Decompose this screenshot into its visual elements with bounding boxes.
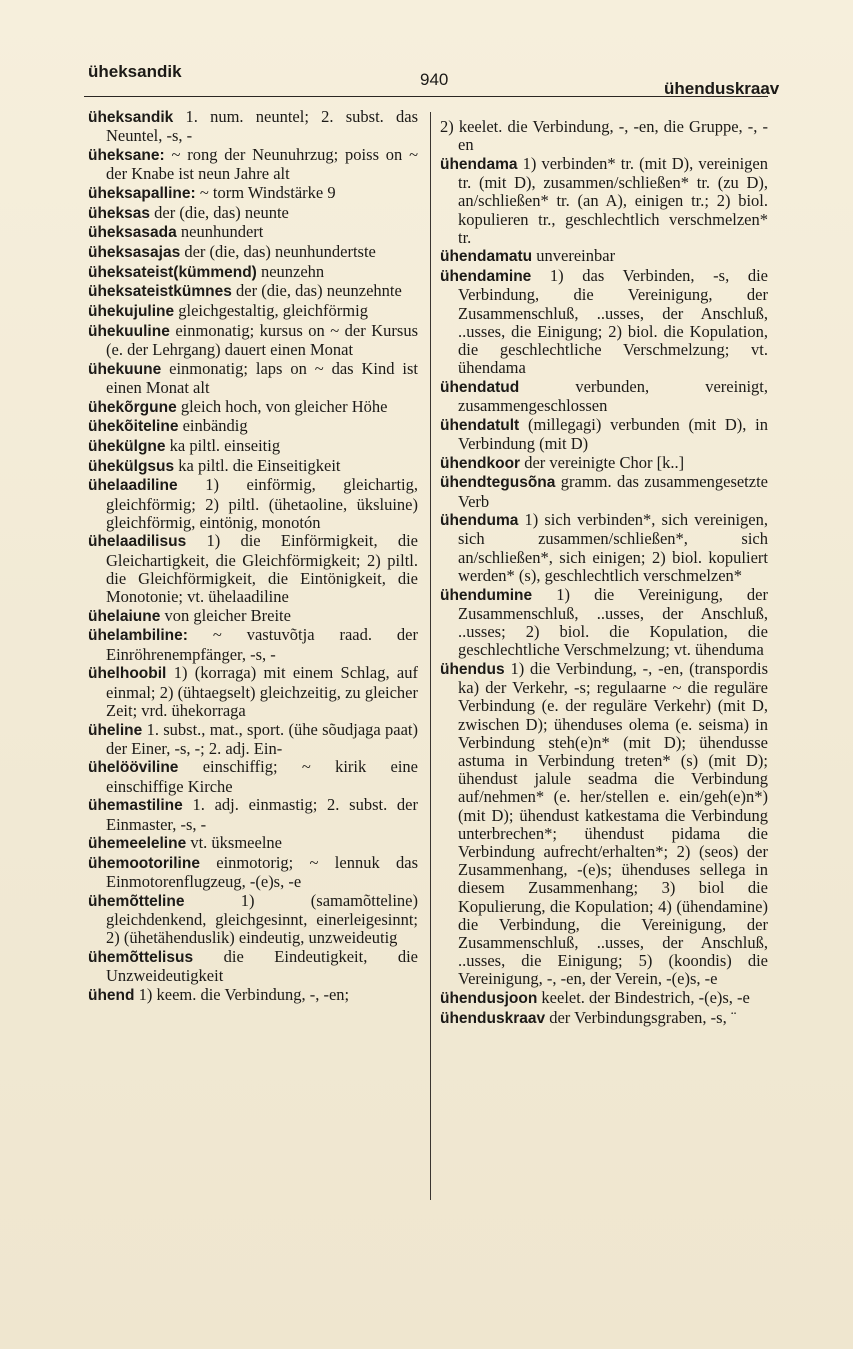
entry-definition: 1) (korraga) mit einem Schlag, auf einmal; 2) (ühtaegselt) gleichzeitig, zu gleicher Zeit; vrd. ühekorraga [106,663,419,720]
dictionary-entry [88,108,418,145]
entry-definition: der (die, das) neunzehnte [236,281,402,301]
entry-headword: ühelaiune [88,607,161,625]
entry-headword: ühekõrgune [88,398,177,416]
entry-definition: ka piltl. einseitig [169,435,281,455]
entry-headword: üheksandik [88,109,174,126]
dictionary-entry [440,511,768,585]
entry-definition: ~ vastuvõtja raad. der Einröhrenempfänger, -s, - [106,625,418,664]
entry-definition: ka piltl. die Einseitigkeit [178,455,341,475]
dictionary-entry [88,322,418,359]
entry-headword: ühendatud [440,378,520,396]
dictionary-entry [440,660,768,989]
entry-definition: vt. üksmeelne [190,833,282,853]
entry-definition: der (die, das) neunte [154,202,289,222]
entry-headword: üheksasajas [88,243,181,261]
entry-definition: ~ torm Windstärke 9 [199,182,336,202]
entry-definition: 1) die Verbindung, -, -en, (transpordis ka) der Verkehr, -s; regulaarne ~ die reguläre Verbindung (e. der reguläre Verkehr) (mit D, zwischen D); ühenduses olema (e. seisma) in Verbindung steh(e)n* (mit D); ühendusse astuma in Verbindung treten* (s) (mit D); ühendust jalule seadma die Verbindung auf/nehmen* (e. her/stellen e. ein/geh(e)n*) (mit D); ühendust katkestama die Verbindung unterbrechen*; ühendust pidama die Verbindung aufrecht/erhalten*; 2) (seos) der Zusammenhang, -(e)s; ühenduses sellega in diesem Zusammenhang; 3) biol die Kopulierung, die Kopulation; 4) (ühendamine) die Verbindung, die Vereinigung, der Zusammenschluß, ..usses, der Anschluß, ..usses, die Einigung; 5) (koondis) die Vereinigung, -, -en, der Verein, -(e)s, -e [458,658,768,989]
entry-headword: ühend [88,986,135,1004]
entry-definition: unvereinbar [536,246,616,266]
dictionary-entry [88,360,418,397]
entry-definition: ~ rong der Neunuhrzug; poiss on ~ der Knabe ist neun Jahre alt [106,144,419,184]
entry-headword: ühemõtteline [88,892,185,910]
entry-definition: einmonatig; laps on ~ das Kind ist einen Monat alt [106,358,418,397]
entry-definition: 1) keem. die Verbindung, -, -en; [138,984,350,1004]
entry-headword: ühekülgne [88,437,166,455]
dictionary-entry [440,586,768,660]
entry-headword: ühelhoobil [88,665,167,683]
dictionary-entry [440,473,768,510]
dictionary-entry [88,223,418,242]
entry-headword: üheline [88,721,143,739]
dictionary-entry [440,989,768,1008]
dictionary-entry [88,302,418,321]
dictionary-entry [88,146,418,183]
entry-definition: 1) verbinden* tr. (mit D), vereinigen tr. (mit D), zusammen/schließen* tr. (zu D), an/schließen* tr. (an A), einigen tr.; 2) biol. kopulieren tr., geschlechtlich verschmelzen* tr. [458,153,768,247]
dictionary-entry [88,626,418,663]
entry-definition: einmotorig; ~ lennuk das Einmotorenflugzeug, -(e)s, -e [106,852,418,892]
entry-headword: ühekujuline [88,303,175,321]
dictionary-entry [88,184,418,203]
entry-headword: ühendamatu [440,248,533,266]
dictionary-entry [88,398,418,417]
entry-definition: 1) einförmig, gleichartig, gleichförmig; 2) piltl. (ühetaoline, üksluine) gleichförmig, eintönig, monotón [106,475,418,532]
dictionary-entry [440,247,768,266]
entry-headword: ühemastiline [88,797,183,815]
entry-headword: ühendusjoon [440,990,538,1008]
entry-headword: ühemõttelisus [88,948,194,966]
entry-headword: ühekülgsus [88,457,175,475]
entry-headword: ühelööviline [88,759,179,777]
entry-definition: der vereinigte Chor [k..] [524,452,685,472]
entry-definition: einschiffig; ~ kirik eine einschiffige Kirche [106,757,419,796]
entry-headword: ühendumine [440,586,533,604]
entry-definition: (millegagi) verbunden (mit D), in Verbindung (mit D) [458,414,768,453]
entry-headword: ühemeeleline [88,835,187,853]
entry-headword: ühendkoor [440,454,521,472]
entry-definition: 1. adj. einmastig; 2. subst. der Einmaster, -s, - [106,795,418,834]
entry-headword: üheksane: [88,146,165,164]
entry-headword: üheksas [88,204,151,222]
dictionary-entry [88,476,418,532]
dictionary-entry [88,437,418,456]
entry-headword: üheksateistkümnes [88,283,232,301]
entry-definition: 2) keelet. die Verbindung, -, -en, die Gruppe, -, -en [440,117,768,155]
dictionary-entry [88,457,418,476]
entry-headword: ühelaadilisus [88,533,187,551]
running-head-right: ühenduskraav [664,79,780,98]
entry-definition: keelet. der Bindestrich, -(e)s, -e [541,988,750,1008]
entry-definition: 1. subst., mat., sport. (ühe sõudjaga paat) der Einer, -s, -; 2. adj. Ein- [106,719,419,758]
dictionary-entry [88,721,418,758]
entry-headword: üheksateist(kümmend) [88,263,257,281]
right-column [440,118,768,1028]
entry-definition: der Verbindungsgraben, -s, ¨ [549,1007,737,1027]
entry-headword: ühendus [440,660,505,678]
entry-headword: ühelambiline: [88,627,188,645]
column-divider [430,112,431,1200]
entry-headword: üheksapalline: [88,184,196,202]
dictionary-entry [88,892,418,948]
dictionary-entry [88,834,418,853]
dictionary-entry [88,854,418,891]
header-rule [84,96,768,97]
dictionary-entry [88,796,418,833]
entry-definition: neunzehn [260,261,325,281]
dictionary-entry [88,948,418,985]
entry-headword: ühendamine [440,268,532,286]
dictionary-entry [88,243,418,262]
running-head-left: üheksandik [88,62,182,81]
dictionary-entry [440,416,768,453]
dictionary-entry [88,664,418,720]
entry-headword: ühendatult [440,416,520,434]
entry-definition: einmonatig; kursus on ~ der Kursus (e. der Lehrgang) dauert einen Monat [106,320,419,359]
entry-definition: 1) die Einförmigkeit, die Gleichartigkeit, die Gleichförmigkeit; 2) piltl. die Gleichförmigkeit, die Eintönigkeit, die Monotonie; vt. ühelaadiline [106,531,419,607]
dictionary-entry [88,532,418,606]
dictionary-entry [440,378,768,415]
dictionary-entry [88,417,418,436]
entry-headword: ühendtegusõna [440,474,556,492]
dictionary-entry [440,1009,768,1028]
entry-definition: einbändig [182,416,248,436]
entry-definition: neunhundert [180,222,264,242]
entry-headword: ühekõiteline [88,418,179,436]
entry-definition: von gleicher Breite [164,605,291,625]
entry-headword: ühemootoriline [88,854,200,872]
entry-definition: gleichgestaltig, gleichförmig [178,301,368,321]
dictionary-entry [440,118,768,154]
dictionary-entry [440,267,768,377]
entry-headword: ühendama [440,155,518,173]
page-number: 940 [420,70,449,89]
entry-definition: die Eindeutigkeit, die Unzweideutigkeit [106,946,418,986]
entry-headword: ühelaadiline [88,477,178,495]
entry-headword: ühenduma [440,512,519,530]
left-column [88,108,418,1006]
dictionary-entry [88,282,418,301]
entry-definition: gramm. das zusammengesetzte Verb [458,472,768,511]
entry-headword: ühekuuline [88,322,170,340]
dictionary-entry [88,607,418,626]
entry-definition: gleich hoch, von gleicher Höhe [180,396,388,416]
entry-definition: 1) sich verbinden*, sich vereinigen, sich zusammen/schließen*, sich an/schließen*, sich einigen; 2) biol. kopuliert werden* (s), geschlechtlich verschmelzen* [458,510,768,585]
dictionary-entry [88,263,418,282]
dictionary-entry [440,454,768,473]
entry-definition: verbunden, vereinigt, zusammengeschlossen [458,376,768,416]
entry-headword: ühekuune [88,360,162,378]
entry-headword: üheksasada [88,224,177,242]
entry-definition: 1) das Verbinden, -s, die Verbindung, die Vereinigung, der Zusammenschluß, ..usses, der Anschluß, ..usses, die Einigung; 2) biol. die Kopulation, die geschlechtliche Verschmelzung; vt. ühendama [458,266,768,378]
dictionary-entry [88,204,418,223]
entry-definition: 1. num. neuntel; 2. subst. das Neuntel, -s, - [106,107,418,146]
entry-definition: 1) (samamõtteline) gleichdenkend, gleichgesinnt, einerleigesinnt; 2) (ühetähenduslik) eindeutig, unzweideutig [106,890,418,948]
dictionary-entry [88,758,418,795]
entry-definition: 1) die Vereinigung, der Zusammenschluß, ..usses, der Anschluß, ..usses; 2) biol. die Kopulation, die geschlechtliche Verschmelzung; vt. ühenduma [458,584,768,660]
dictionary-entry [88,986,418,1005]
entry-headword: ühenduskraav [440,1009,546,1027]
dictionary-entry [440,155,768,247]
entry-definition: der (die, das) neunhundertste [184,241,376,261]
